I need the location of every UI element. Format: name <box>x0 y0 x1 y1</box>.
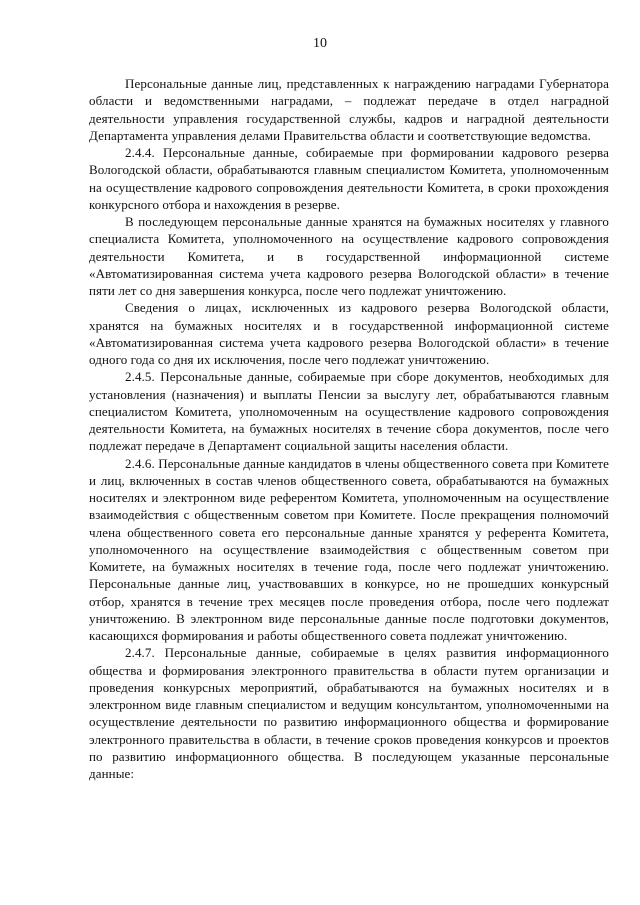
paragraph-2-4-4: 2.4.4. Персональные данные, собираемые при формировании кадрового резерва Вологодской области, обрабатываются главным специалистом Комитета, уполномоченным на осуществление кадрового сопровождения деятельности Комитета, в сроки прохождения конкурсного отбора и нахождения в резерве. <box>89 145 609 212</box>
paragraph-2-4-6: 2.4.6. Персональные данные кандидатов в члены общественного совета при Комитете и лиц, включенных в состав членов общественного совета, обрабатываются на бумажных носителях и электронном виде референтом Комитета, уполномоченным на осуществление взаимодействия с общественным советом при Комитете. После прекращения полномочий члена общественного совета его персональные данные хранятся у референта Комитета, уполномоченного на осуществление взаимодействия с общественным советом при Комитете, на бумажных носителях в течение года, после чего подлежат уничтожению. Персональные данные лиц, участвовавших в конкурсе, но не прошедших конкурсный отбор, хранятся в течение трех месяцев после проведения отбора, после чего подлежат уничтожению. В электронном виде персональные данные после подготовки документов, касающихся формирования и работы общественного совета подлежат уничтожению. <box>89 455 609 643</box>
body-text <box>89 75 609 782</box>
page-number: 10 <box>313 36 327 51</box>
paragraph-award-recipients: Персональные данные лиц, представленных к награждению наградами Губернатора области и ведомственными наградами, – подлежат передаче в отдел наградной деятельности управления государственной службы, кадров и наградной деятельности Департамента управления делами Правительства области и соответствующие ведомства. <box>89 76 609 143</box>
paragraph-2-4-7: 2.4.7. Персональные данные, собираемые в целях развития информационного общества и формирования электронного правительства в области путем организации и проведения конкурсных мероприятий, обрабатываются на бумажных носителях и в электронном виде главным специалистом и ведущим консультантом, уполномоченными на осуществление деятельности по развитию информационного общества и формирование электронного правительства в области, в течение сроков проведения конкурсов и проектов по развитию информационного общества. В последующем указанные персональные данные: <box>89 645 609 781</box>
paragraph-reserve-storage: В последующем персональные данные хранятся на бумажных носителях у главного специалиста Комитета, уполномоченного на осуществление кадрового сопровождения деятельности Комитета, и в государственной информационной системе «Автоматизированная система учета кадрового резерва Вологодской области» в течение пяти лет со дня завершения конкурса, после чего подлежат уничтожению. <box>89 214 609 298</box>
paragraph-2-4-5: 2.4.5. Персональные данные, собираемые при сборе документов, необходимых для установления (назначения) и выплаты Пенсии за выслугу лет, обрабатываются главным специалистом Комитета, уполномоченным на осуществление кадрового сопровождения деятельности Комитета, на бумажных носителях в течение сбора документов, после чего подлежат передаче в Департамент социальной защиты населения области. <box>89 369 609 454</box>
paragraph-excluded-persons: Сведения о лицах, исключенных из кадрового резерва Вологодской области, хранятся на бумажных носителях и в государственной информационной системе «Автоматизированная система учета кадрового резерва Вологодской области» в течение одного года со дня их исключения, после чего подлежат уничтожению. <box>89 300 609 367</box>
